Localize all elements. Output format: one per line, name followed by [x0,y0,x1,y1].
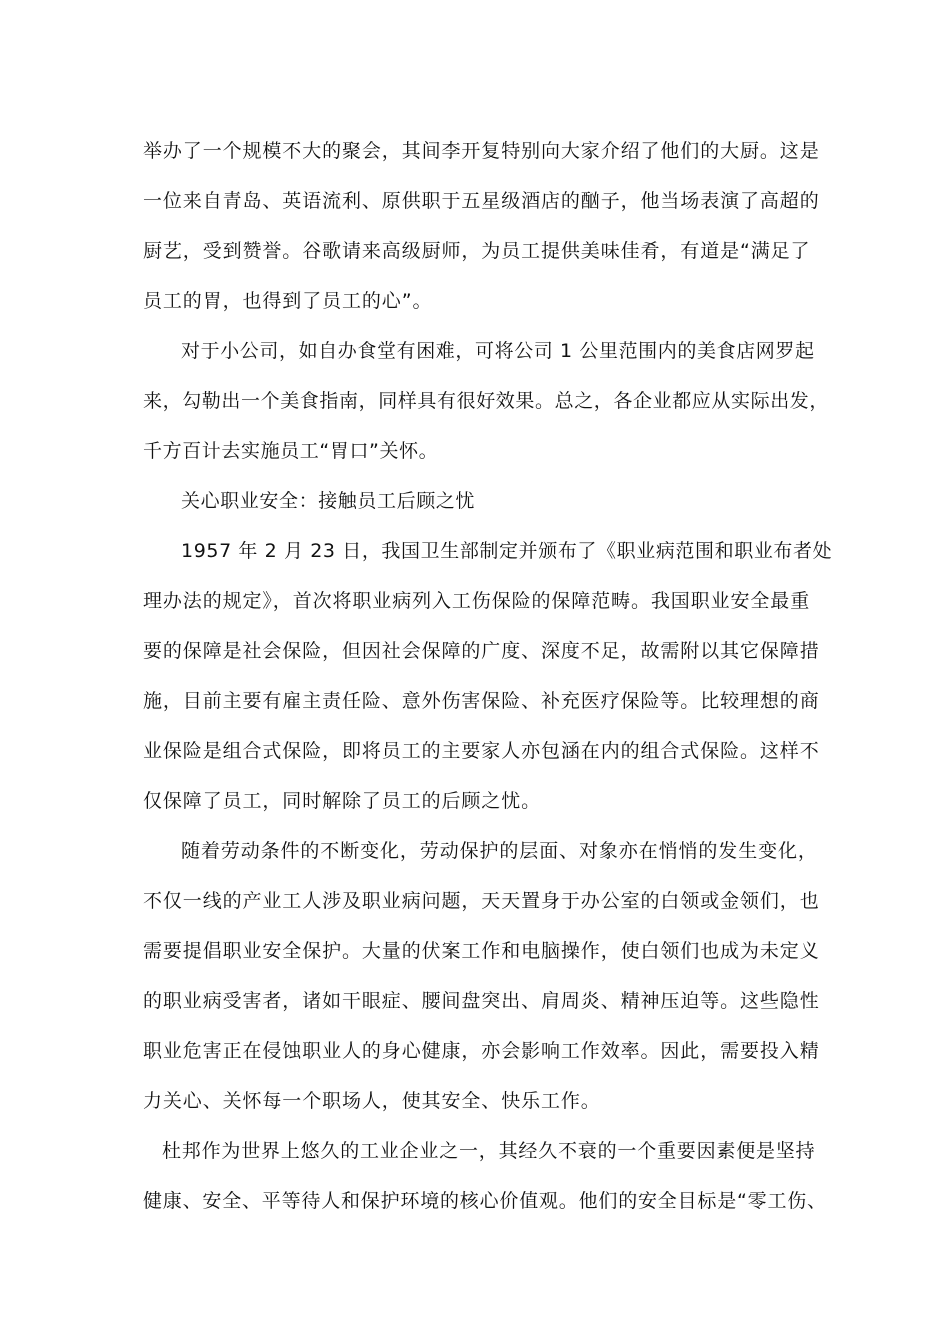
paragraph-2-line-3: 千方百计去实施员工“胃口”关怀。 [143,440,439,462]
paragraph-5-line-6: 力关心、关怀每一个职场人，使其安全、快乐工作。 [143,1090,601,1112]
paragraph-1-line-1: 举办了一个规模不大的聚会，其间李开复特别向大家介绍了他们的大厨。这是 [143,140,820,162]
paragraph-4-line-4: 施，目前主要有雇主责任险、意外伤害保险、补充医疗保险等。比较理想的商 [143,690,820,712]
paragraph-1-line-4: 员工的胃，也得到了员工的心”。 [143,290,433,312]
paragraph-5-line-1: 随着劳动条件的不断变化，劳动保护的层面、对象亦在悄悄的发生变化， [181,840,818,862]
paragraph-2-line-2: 来，勾勒出一个美食指南，同样具有很好效果。总之，各企业都应从实际出发， [143,390,830,412]
paragraph-6-line-2: 健康、安全、平等待人和保护环境的核心价值观。他们的安全目标是“零工伤、 [143,1190,827,1212]
paragraph-6-line-1: 杜邦作为世界上悠久的工业企业之一，其经久不衰的一个重要因素便是坚持 [162,1140,816,1162]
paragraph-4-line-6: 仅保障了员工，同时解除了员工的后顾之忧。 [143,790,542,812]
paragraph-2-line-1: 对于小公司，如自办食堂有困难，可将公司 1 公里范围内的美食店网罗起 [181,340,815,362]
paragraph-1-line-2: 一位来自青岛、英语流利、原供职于五星级酒店的酗子，他当场表演了高超的 [143,190,820,212]
paragraph-4-line-5: 业保险是组合式保险，即将员工的主要家人亦包涵在内的组合式保险。这样不 [143,740,820,762]
paragraph-1-line-3: 厨艺，受到赞誉。谷歌请来高级厨师，为员工提供美味佳肴，有道是“满足了 [143,240,811,262]
section-heading: 关心职业安全：接触员工后顾之忧 [181,490,476,512]
paragraph-5-line-3: 需要提倡职业安全保护。大量的伏案工作和电脑操作，使白领们也成为未定义 [143,940,820,962]
paragraph-4-line-2: 理办法的规定》，首次将职业病列入工伤保险的保障范畴。我国职业安全最重 [143,590,811,612]
paragraph-5-line-4: 的职业病受害者，诸如干眼症、腰间盘突出、肩周炎、精神压迫等。这些隐性 [143,990,820,1012]
paragraph-4-line-1: 1957 年 2 月 23 日，我国卫生部制定并颁布了《职业病范围和职业布者处 [181,540,833,562]
paragraph-5-line-5: 职业危害正在侵蚀职业人的身心健康，亦会影响工作效率。因此，需要投入精 [143,1040,820,1062]
paragraph-5-line-2: 不仅一线的产业工人涉及职业病问题，天天置身于办公室的白领或金领们，也 [143,890,820,912]
paragraph-4-line-3: 要的保障是社会保险，但因社会保障的广度、深度不足，故需附以其它保障措 [143,640,820,662]
